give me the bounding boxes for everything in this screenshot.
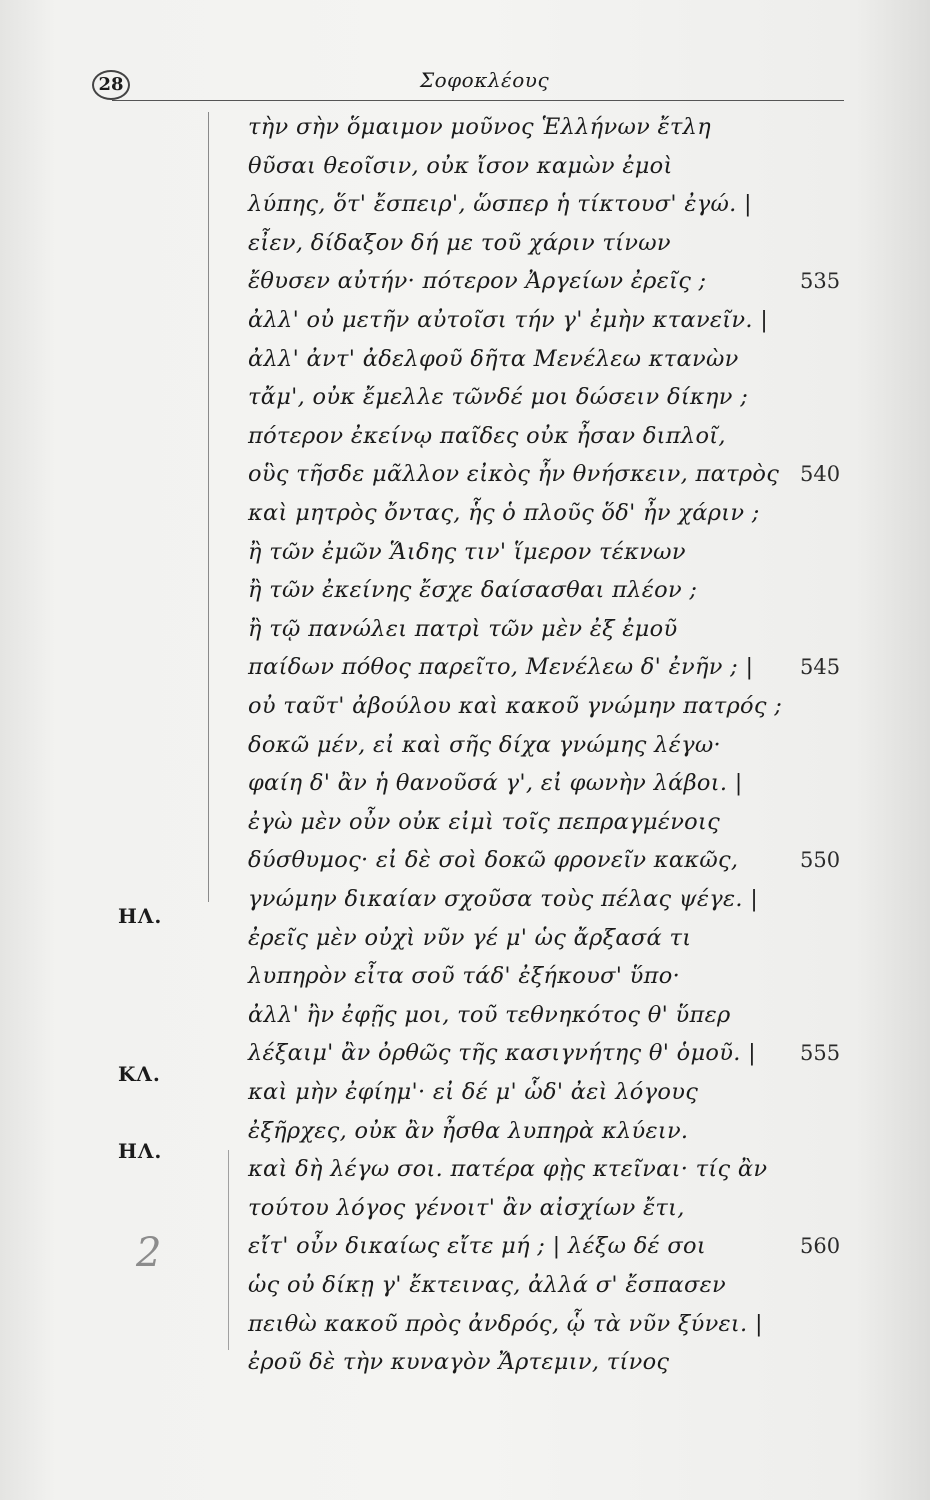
verse-line — [0, 224, 930, 262]
verse-line — [0, 185, 930, 223]
verse-text: καὶ μὴν ἐφίημ'· εἰ δέ μ' ὧδ' ἀεὶ λόγους — [248, 1079, 699, 1105]
verse-line — [0, 1073, 930, 1111]
line-number: 550 — [800, 848, 841, 873]
line-number: 535 — [800, 269, 841, 294]
verse-text: δοκῶ μέν, εἰ καὶ σῆς δίχα γνώμης λέγω· — [248, 731, 721, 758]
verse-line — [0, 455, 930, 493]
verse-line — [0, 1189, 930, 1227]
verse-text: ἔθυσεν αὐτήν· πότερον Ἀργείων ἐρεῖς ; — [248, 268, 707, 295]
verse-line — [0, 1266, 930, 1304]
verse-text: πότερον ἐκείνῳ παῖδες οὐκ ἦσαν διπλοῖ, — [248, 422, 726, 449]
verse-text: ἢ τῷ πανώλει πατρὶ τῶν μὲν ἐξ ἐμοῦ — [248, 615, 678, 642]
verse-text: γνώμην δικαίαν σχοῦσα τοὺς πέλας ψέγε. | — [248, 886, 759, 912]
verse-line — [0, 533, 930, 571]
verse-text: τούτου λόγος γένοιτ' ἂν αἰσχίων ἔτι, — [248, 1194, 685, 1221]
verse-text: τἄμ', οὐκ ἔμελλε τῶνδέ μοι δώσειν δίκην ; — [248, 384, 749, 411]
verse-line — [0, 726, 930, 764]
verse-line — [0, 880, 930, 918]
verse-text: εἶεν, δίδαξον δή με τοῦ χάριν τίνων — [248, 229, 671, 256]
verse-text: λυπηρὸν εἶτα σοῦ τάδ' ἐξήκουσ' ὕπο· — [248, 963, 681, 990]
verse-text: καὶ μητρὸς ὄντας, ἧς ὁ πλοῦς ὅδ' ἦν χάριν ; — [248, 500, 760, 526]
verse-line — [0, 1227, 930, 1265]
verse-line — [0, 301, 930, 339]
verse-line — [0, 610, 930, 648]
line-number: 560 — [800, 1234, 841, 1259]
verse-line — [0, 919, 930, 957]
verse-line — [0, 1034, 930, 1072]
line-number: 545 — [800, 655, 841, 680]
verse-text: πειθὼ κακοῦ πρὸς ἀνδρός, ᾧ τὰ νῦν ξύνει. | — [248, 1310, 763, 1337]
verse-text: λύπης, ὅτ' ἔσπειρ', ὥσπερ ἡ τίκτουσ' ἐγώ. | — [248, 191, 752, 218]
verse-text: καὶ δὴ λέγω σοι. πατέρα φῂς κτεῖναι· τίς ἂν — [248, 1156, 768, 1183]
verse-line — [0, 147, 930, 185]
verse-text: ἐρεῖς μὲν οὐχὶ νῦν γέ μ' ὡς ἄρξασά τι — [248, 924, 692, 951]
verse-text: ἀλλ' οὐ μετῆν αὐτοῖσι τήν γ' ἐμὴν κτανεῖν. | — [248, 307, 769, 333]
verse-line — [0, 957, 930, 995]
page-number: 28 — [92, 70, 130, 100]
verse-line — [0, 262, 930, 300]
speaker-label: ΚΛ. — [118, 1062, 161, 1086]
verse-line — [0, 417, 930, 455]
verse-text: ἐγὼ μὲν οὖν οὐκ εἰμὶ τοῖς πεπραγμένοις — [248, 808, 721, 835]
verse-text: δύσθυμος· εἰ δὲ σοὶ δοκῶ φρονεῖν κακῶς, — [248, 847, 739, 874]
verse-text: θῦσαι θεοῖσιν, οὐκ ἴσον καμὼν ἐμοὶ — [248, 152, 673, 179]
verse-line — [0, 1150, 930, 1188]
verse-line — [0, 1343, 930, 1381]
verse-line — [0, 841, 930, 879]
header-rule — [112, 100, 844, 101]
verse-text: ὡς οὐ δίκῃ γ' ἔκτεινας, ἀλλά σ' ἔσπασεν — [248, 1272, 726, 1298]
verse-line — [0, 648, 930, 686]
verse-text: ἢ τῶν ἐκείνης ἔσχε δαίσασθαι πλέον ; — [248, 577, 698, 604]
line-number: 555 — [800, 1041, 841, 1066]
verse-text: οὓς τῆσδε μᾶλλον εἰκὸς ἦν θνήσκειν, πατρὸς — [248, 461, 780, 488]
verse-text: ἀλλ' ἢν ἐφῇς μοι, τοῦ τεθνηκότος θ' ὕπερ — [248, 1001, 731, 1028]
verse-text: τὴν σὴν ὅμαιμον μοῦνος Ἑλλήνων ἔτλη — [248, 114, 711, 140]
verse-text: ἐροῦ δὲ τὴν κυναγὸν Ἄρτεμιν, τίνος — [248, 1349, 670, 1376]
verse-line — [0, 764, 930, 802]
verse-text: λέξαιμ' ἂν ὀρθῶς τῆς κασιγνήτης θ' ὁμοῦ. | — [248, 1040, 757, 1067]
verse-text: οὐ ταῦτ' ἀβούλου καὶ κακοῦ γνώμην πατρός ; — [248, 693, 783, 719]
speaker-label: ΗΛ. — [118, 904, 163, 928]
verse-line — [0, 340, 930, 378]
pencil-annotation: 2 — [136, 1230, 162, 1276]
speaker-label: ΗΛ. — [118, 1139, 163, 1163]
verse-line — [0, 1305, 930, 1343]
verse-line — [0, 378, 930, 416]
running-head: Σοφοκλέους — [420, 68, 550, 92]
verse-line — [0, 494, 930, 532]
verse-text: ἀλλ' ἀντ' ἀδελφοῦ δῆτα Μενέλεω κτανὼν — [248, 345, 739, 372]
line-number: 540 — [800, 462, 841, 487]
verse-text: ἢ τῶν ἐμῶν Ἅιδης τιν' ἵμερον τέκνων — [248, 538, 686, 565]
verse-text: εἴτ' οὖν δικαίως εἴτε μή ; | λέξω δέ σοι — [248, 1233, 706, 1260]
verse-text: ἐξῆρχες, οὐκ ἂν ἦσθα λυπηρὰ κλύειν. — [248, 1117, 689, 1144]
verse-line — [0, 571, 930, 609]
verse-line — [0, 687, 930, 725]
verse-text: φαίη δ' ἂν ἡ θανοῦσά γ', εἰ φωνὴν λάβοι. | — [248, 770, 743, 797]
verse-line — [0, 996, 930, 1034]
verse-line — [0, 1112, 930, 1150]
verse-line — [0, 803, 930, 841]
verse-text: παίδων πόθος παρεῖτο, Μενέλεω δ' ἐνῆν ; | — [248, 654, 754, 681]
verse-line — [0, 108, 930, 146]
